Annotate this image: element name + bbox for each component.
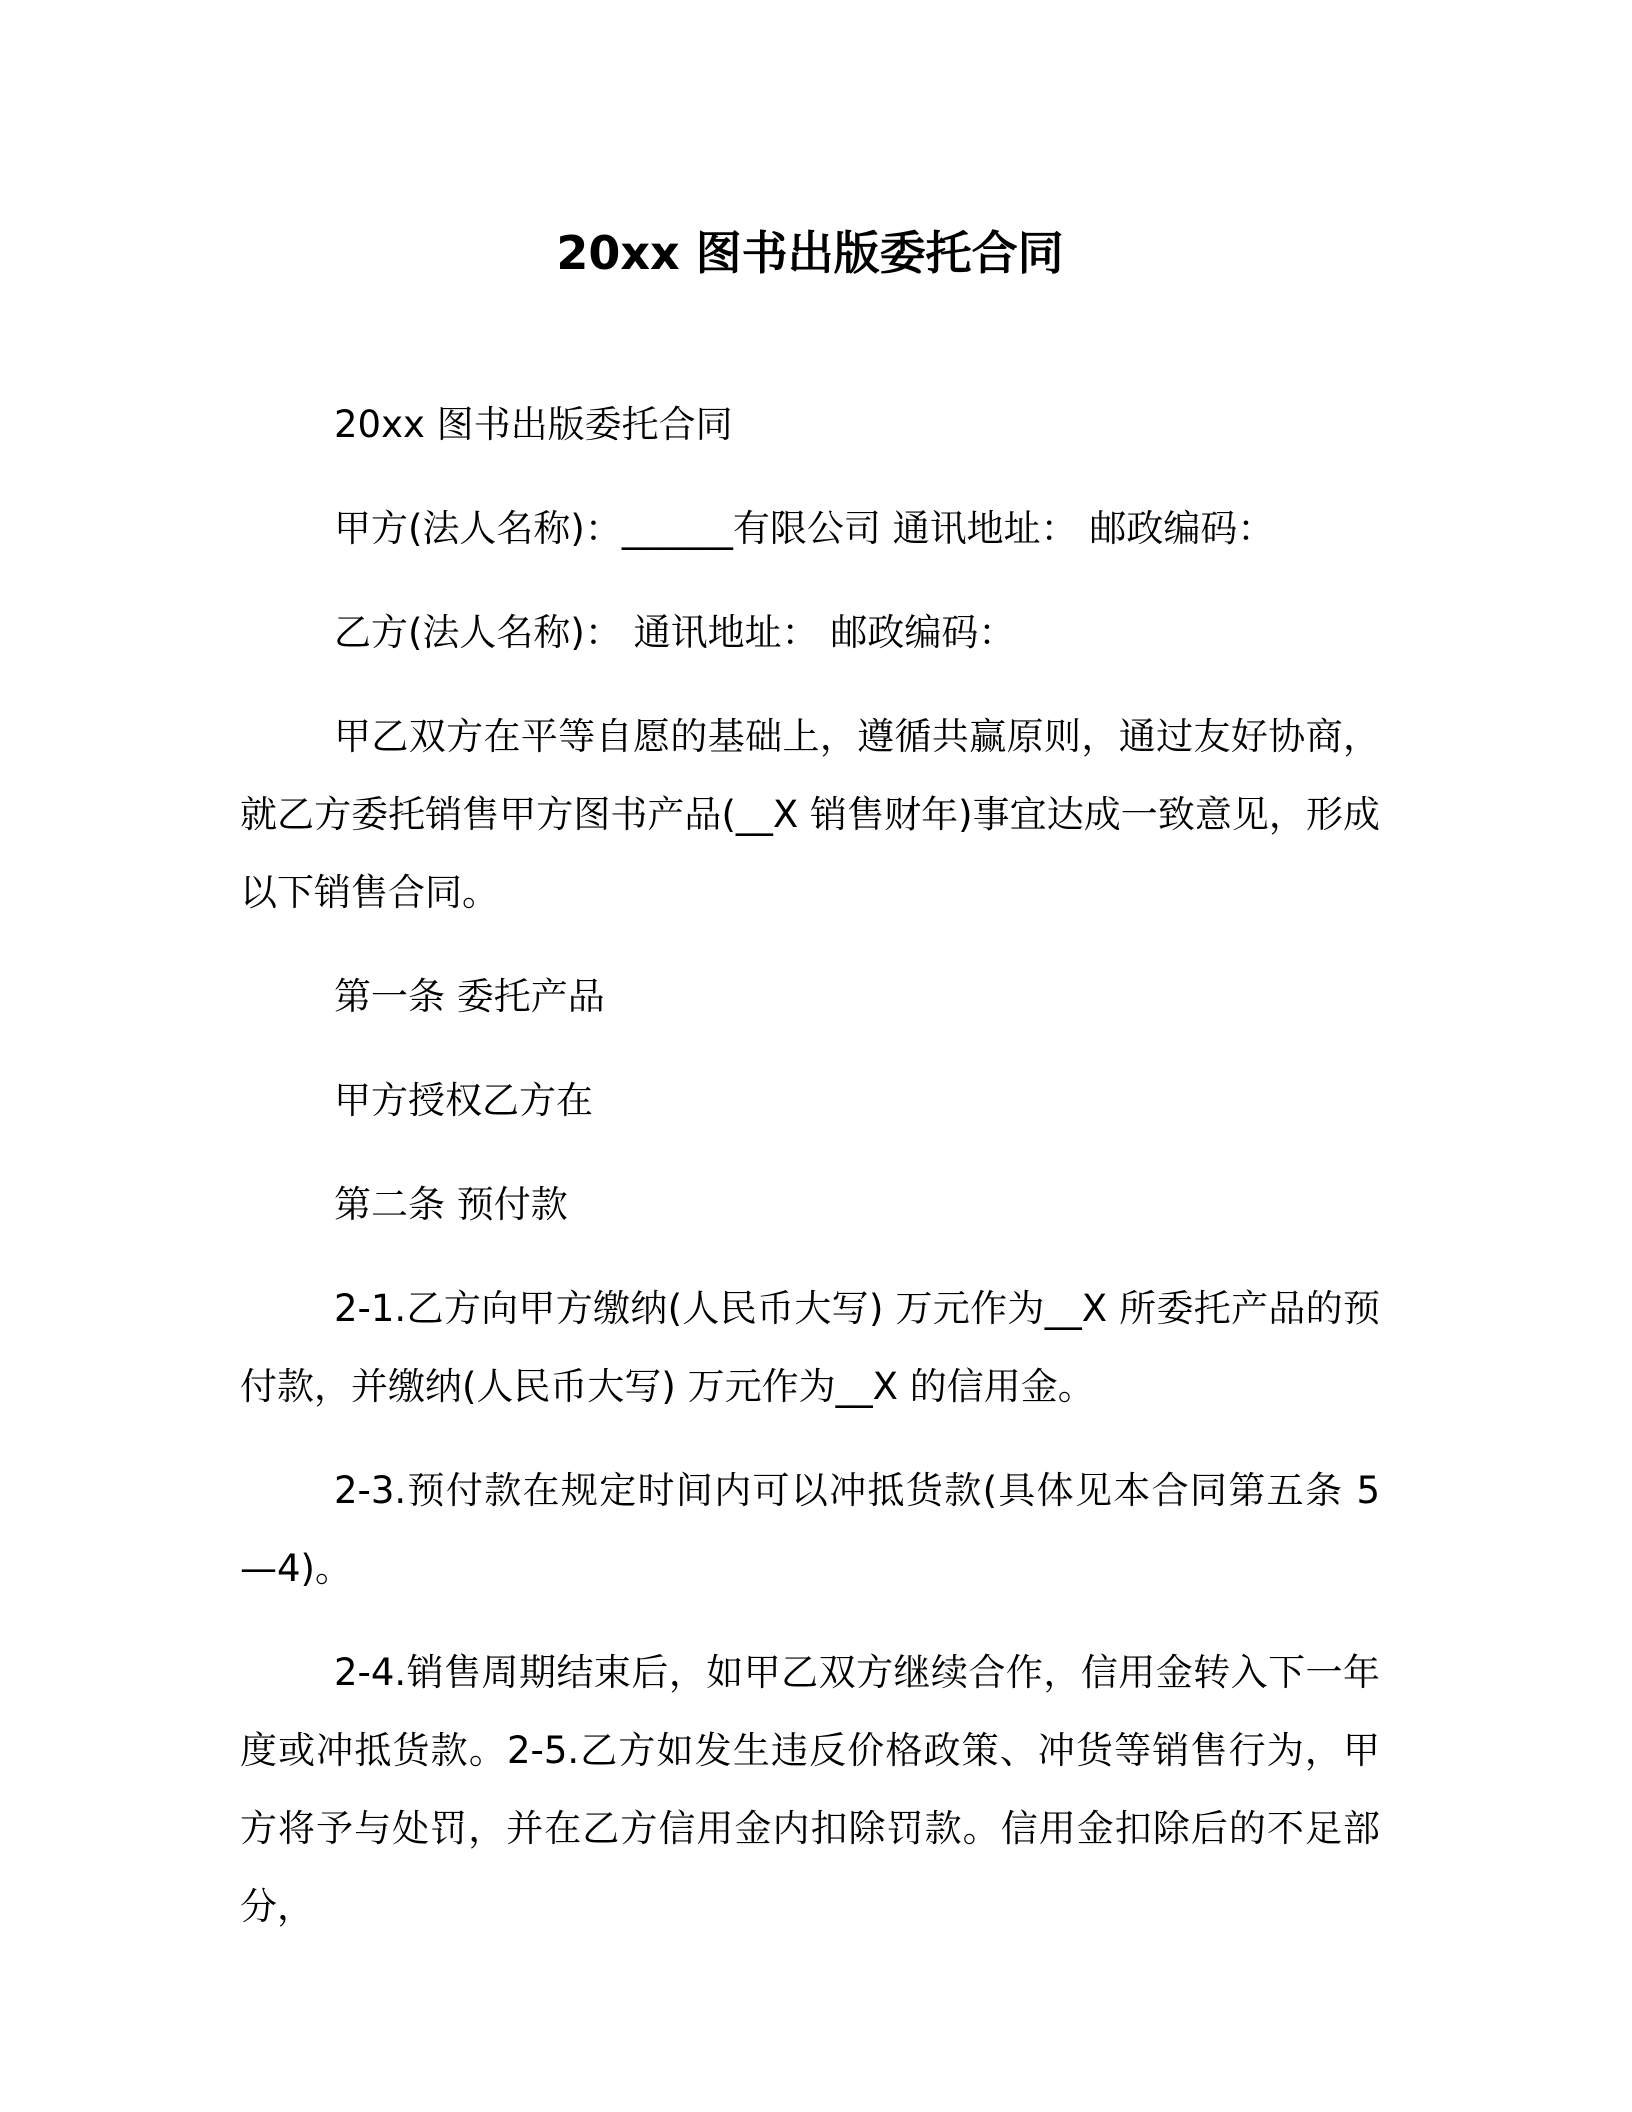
- paragraph-clause-2-3: 2-3.预付款在规定时间内可以冲抵货款(具体见本合同第五条 5—4)。: [240, 1469, 1380, 1590]
- paragraph-article-1-body: 甲方授权乙方在: [334, 1079, 593, 1122]
- paragraph-party-a: 甲方(法人名称)：______有限公司 通讯地址： 邮政编码：: [334, 507, 1275, 550]
- paragraph-article-1-heading: 第一条 委托产品: [334, 975, 605, 1018]
- paragraph-party-b: 乙方(法人名称)： 通讯地址： 邮政编码：: [334, 611, 1016, 654]
- paragraph-clause-2-4: 2-4.销售周期结束后，如甲乙双方继续合作，信用金转入下一年度或冲抵货款。2-5.乙方如发生违反价格政策、冲货等销售行为，甲方将予与处罚，并在乙方信用金内扣除罚款。信用金扣除后的不足部分，: [240, 1651, 1380, 1928]
- paragraph-article-2-heading: 第二条 预付款: [334, 1183, 568, 1226]
- paragraph-preamble: 甲乙双方在平等自愿的基础上，遵循共赢原则，通过友好协商，就乙方委托销售甲方图书产品(__X 销售财年)事宜达成一致意见，形成以下销售合同。: [240, 715, 1380, 914]
- document-page: [240, 0, 1380, 2112]
- paragraph-subtitle: 20xx 图书出版委托合同: [334, 403, 733, 446]
- paragraph-clause-2-1: 2-1.乙方向甲方缴纳(人民币大写) 万元作为__X 所委托产品的预付款，并缴纳(人民币大写) 万元作为__X 的信用金。: [240, 1287, 1380, 1408]
- document-body: [240, 386, 1380, 1972]
- document-title: 20xx 图书出版委托合同: [556, 226, 1064, 280]
